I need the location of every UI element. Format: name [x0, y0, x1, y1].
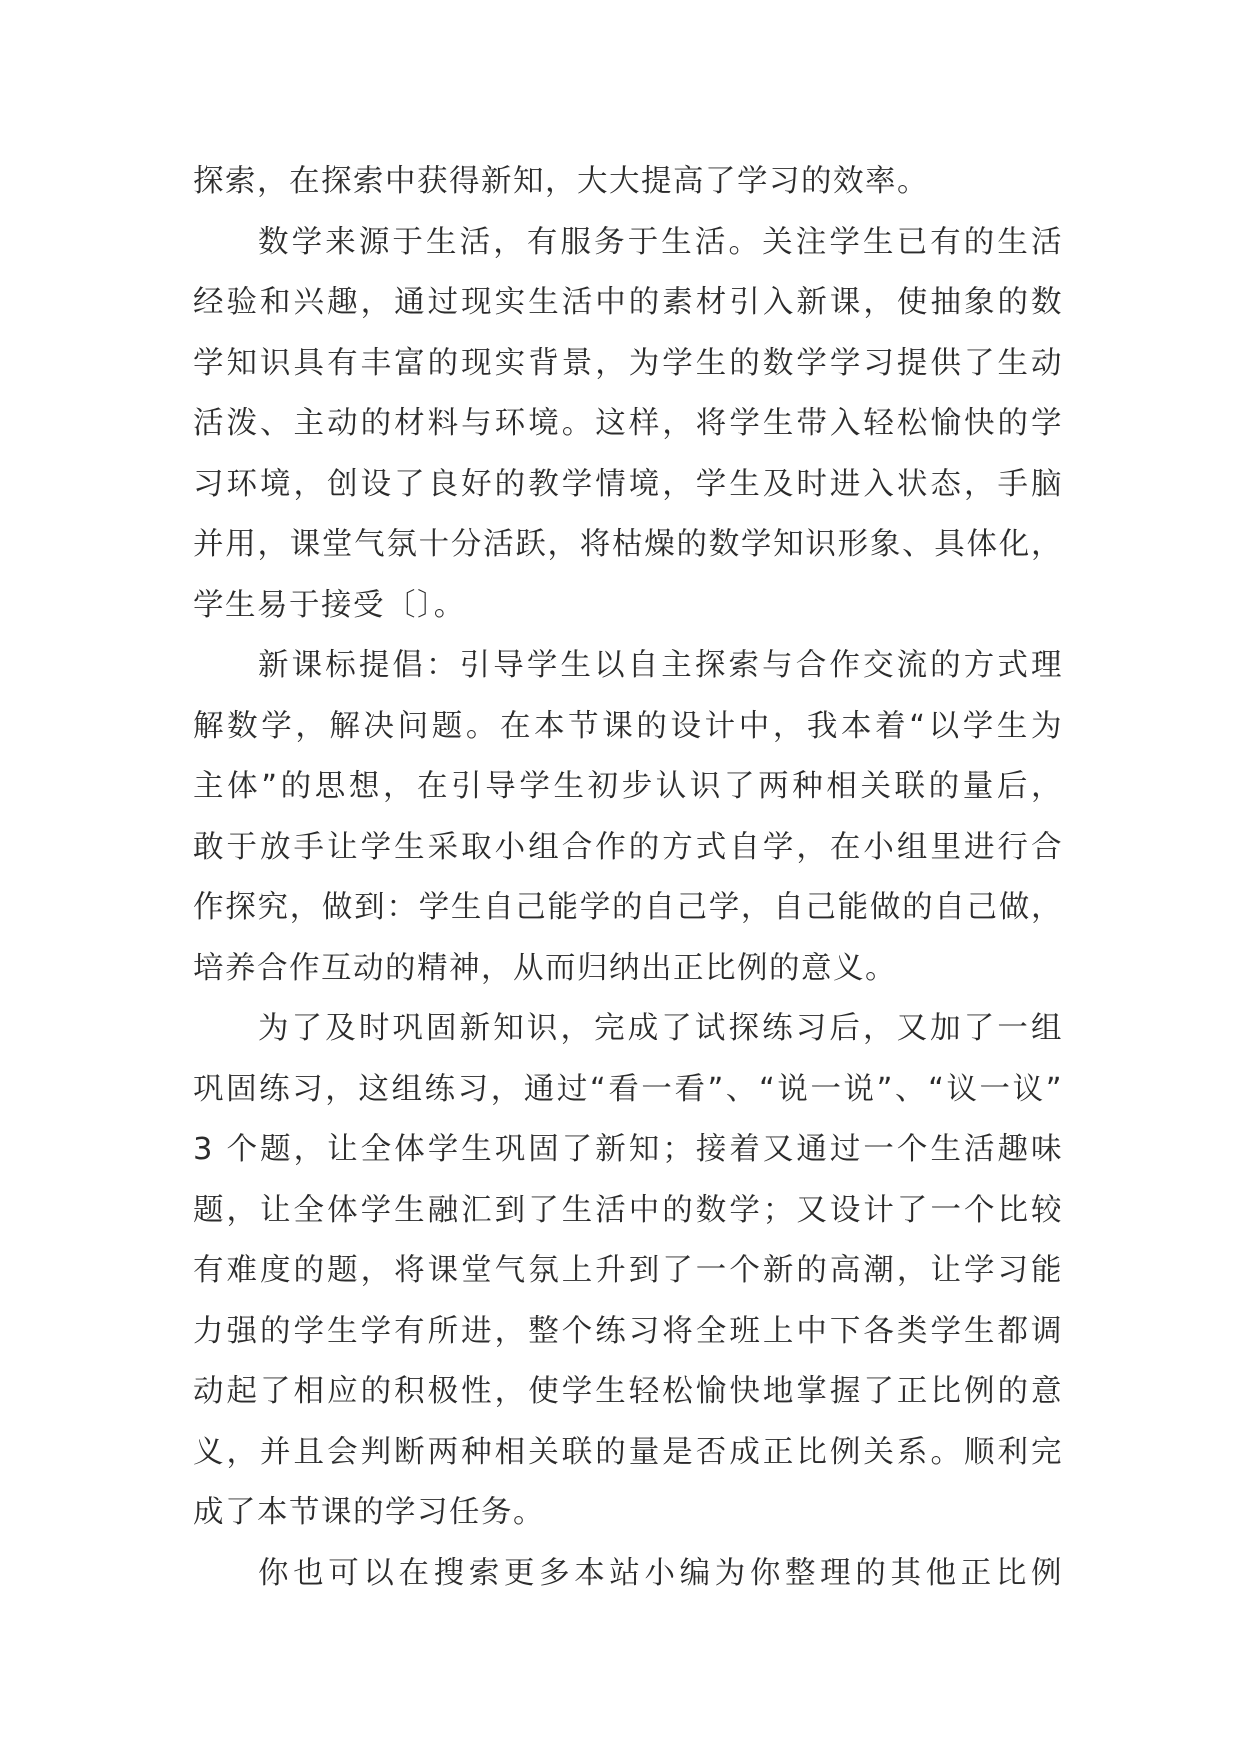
text-line: 学知识具有丰富的现实背景，为学生的数学学习提供了生动 — [193, 345, 1063, 381]
text-line: 探索，在探索中获得新知，大大提高了学习的效率。 — [193, 164, 929, 199]
text-line: 你也可以在搜索更多本站小编为你整理的其他正比例 — [258, 1555, 1063, 1591]
text-line: 义，并且会判断两种相关联的量是否成正比例关系。顺利完 — [193, 1434, 1063, 1470]
document-body — [193, 152, 1063, 1604]
text-line: 3 个题，让全体学生巩固了新知；接着又通过一个生活趣味 — [193, 1132, 1063, 1167]
text-line: 有难度的题，将课堂气氛上升到了一个新的高潮，让学习能 — [193, 1253, 1063, 1288]
text-line: 习环境，创设了良好的教学情境，学生及时进入状态，手脑 — [193, 466, 1063, 502]
text-line: 为了及时巩固新知识，完成了试探练习后，又加了一组 — [258, 1011, 1063, 1046]
text-line: 成了本节课的学习任务。 — [193, 1495, 545, 1530]
text-line: 动起了相应的积极性，使学生轻松愉快地掌握了正比例的意 — [193, 1374, 1063, 1409]
text-line: 并用，课堂气氛十分活跃，将枯燥的数学知识形象、具体化， — [193, 527, 1063, 562]
text-line: 力强的学生学有所进，整个练习将全班上中下各类学生都调 — [193, 1313, 1063, 1349]
text-line: 经验和兴趣，通过现实生活中的素材引入新课，使抽象的数 — [193, 285, 1063, 320]
text-line: 作探究，做到：学生自己能学的自己学，自己能做的自己做， — [193, 890, 1063, 925]
text-line: 活泼、主动的材料与环境。这样，将学生带入轻松愉快的学 — [193, 406, 1063, 441]
text-line: 解数学，解决问题。在本节课的设计中，我本着“以学生为 — [193, 708, 1063, 744]
text-line: 巩固练习，这组练习，通过“看一看”、“说一说”、“议一议” — [193, 1071, 1063, 1107]
text-line: 新课标提倡：引导学生以自主探索与合作交流的方式理 — [258, 648, 1063, 683]
text-line: 学生易于接受〔〕。 — [193, 587, 466, 623]
text-line: 主体”的思想，在引导学生初步认识了两种相关联的量后， — [193, 769, 1063, 804]
text-line: 数学来源于生活，有服务于生活。关注学生已有的生活 — [258, 224, 1063, 260]
text-line: 培养合作互动的精神，从而归纳出正比例的意义。 — [193, 950, 897, 986]
text-line: 敢于放手让学生采取小组合作的方式自学，在小组里进行合 — [193, 829, 1063, 865]
text-line: 题，让全体学生融汇到了生活中的数学；又设计了一个比较 — [193, 1192, 1063, 1228]
